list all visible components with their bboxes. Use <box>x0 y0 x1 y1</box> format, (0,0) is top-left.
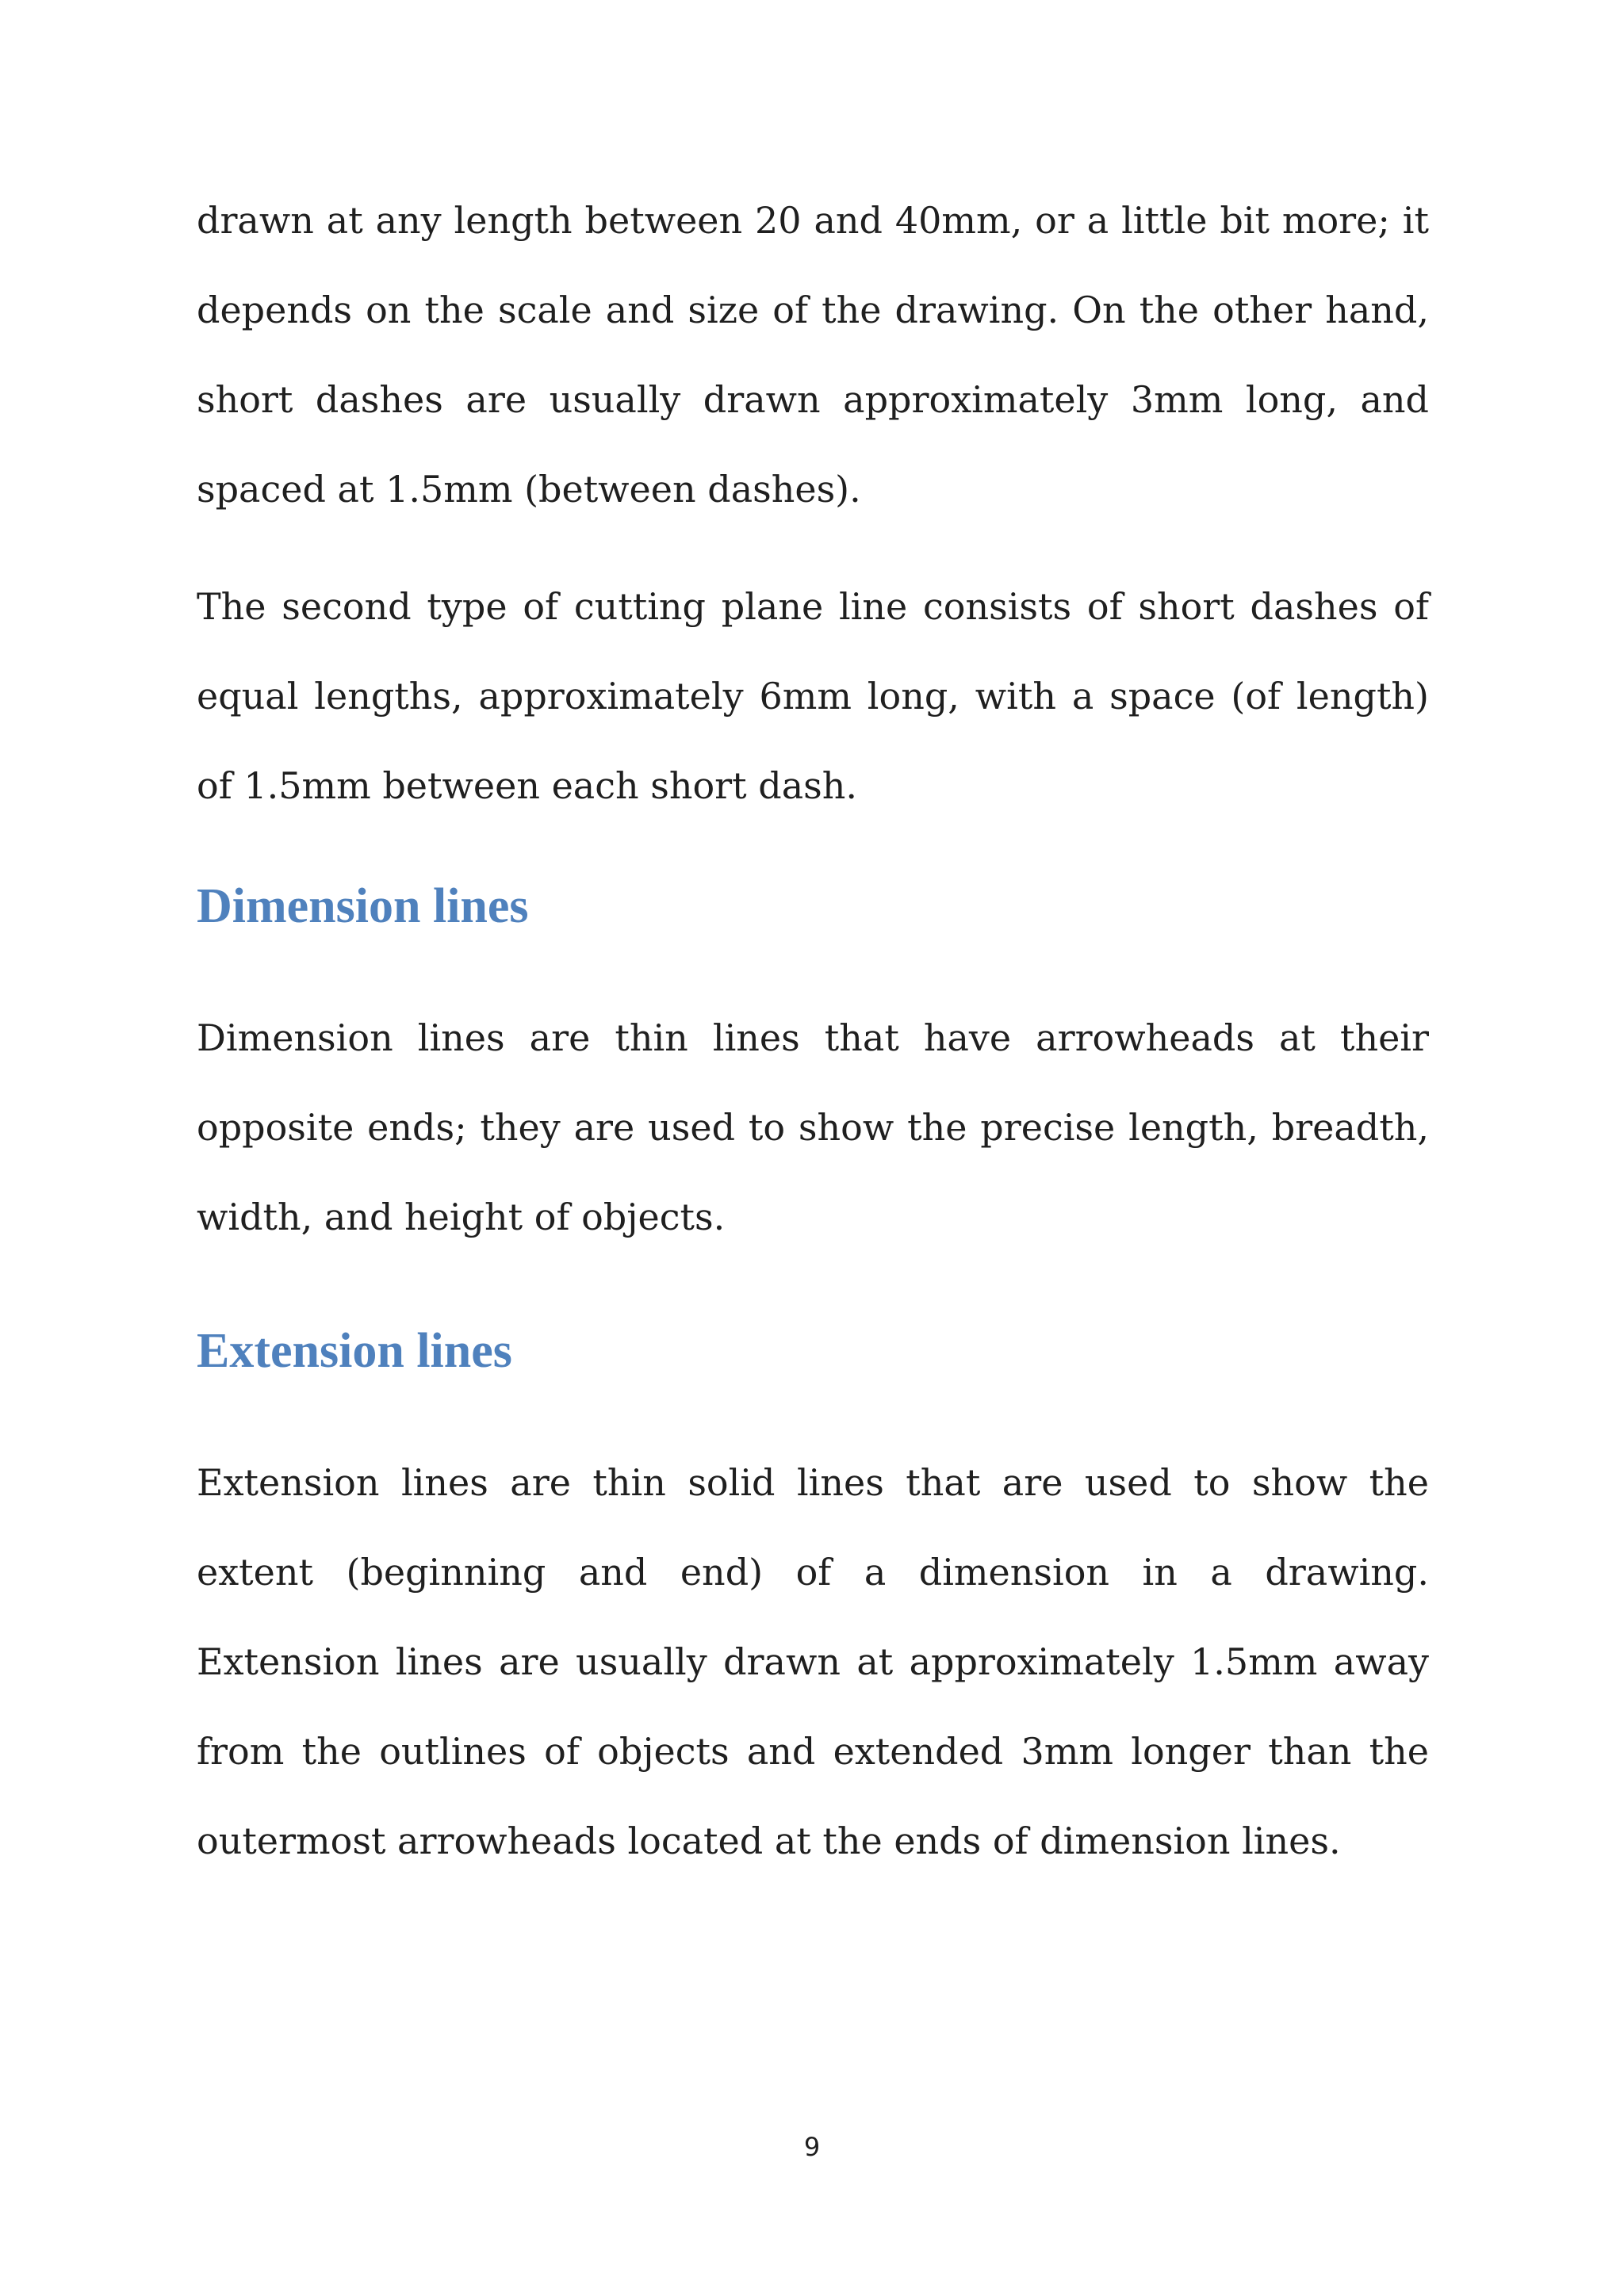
page-number: 9 <box>803 2132 821 2162</box>
heading-extension-lines: Extension lines <box>197 1324 512 1378</box>
page-content <box>197 176 1429 1886</box>
paragraph-extension-lines: Extension lines are thin solid lines that are used to show the extent (beginning and end) of a dimension in a drawing. Extension lines are usually drawn at approximately 1.5mm away from the outlines of objects and extended 3mm longer than the outermost arrowheads located at the ends of dimension lines. <box>197 1461 1429 1862</box>
heading-dimension-lines: Dimension lines <box>197 879 529 933</box>
paragraph-cutting-plane-type-two: The second type of cutting plane line consists of short dashes of equal lengths, approximately 6mm long, with a space (of length) of 1.5mm between each short dash. <box>197 585 1429 807</box>
paragraph-dash-lengths: drawn at any length between 20 and 40mm, or a little bit more; it depends on the scale and size of the drawing. On the other hand, short dashes are usually drawn approximately 3mm long, and spaced at 1.5mm (between dashes). <box>197 199 1429 511</box>
paragraph-dimension-lines: Dimension lines are thin lines that have arrowheads at their opposite ends; they are used to show the precise length, breadth, width, and height of objects. <box>197 1016 1429 1238</box>
